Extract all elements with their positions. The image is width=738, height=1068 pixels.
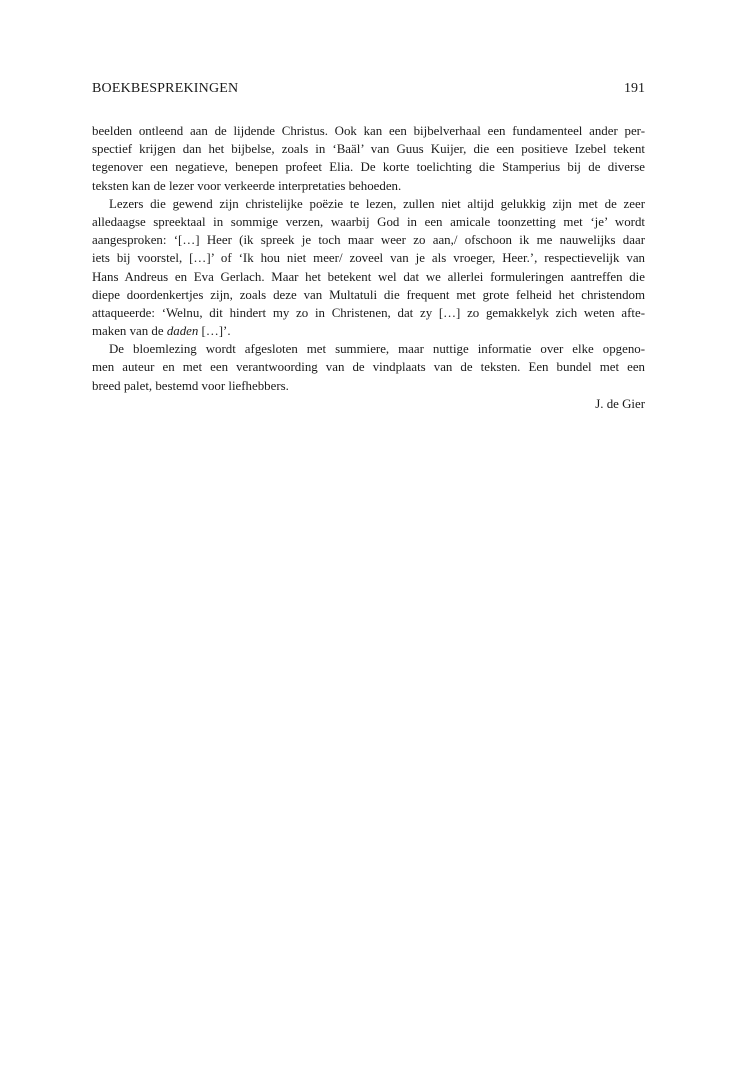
italic-word: daden [166,324,199,339]
text-line: breed palet, bestemd voor liefhebbers. [92,378,289,393]
text-line: alledaagse spreektaal in sommige verzen, waarbij God in een amicale toonzetting met ‘je’ wordt [92,214,645,229]
text-line: spectief krijgen dan het bijbelse, zoals in ‘Baäl’ van Guus Kuijer, die een positieve Izebel tekent [92,142,645,157]
running-head: BOEKBESPREKINGEN [92,81,239,96]
text-line [92,322,645,340]
reviewer-signature: J. de Gier [595,396,645,411]
text-line: teksten kan de lezer voor verkeerde interpretaties behoeden. [92,178,402,193]
text-line: diepe doordenkertjes zijn, zoals deze van Multatuli die frequent met grote felheid het christendom [92,287,645,302]
text-line: Hans Andreus en Eva Gerlach. Maar het betekent wel dat we allerlei formuleringen aantreffen die [92,269,645,284]
text-line: iets bij voorstel, […]’ of ‘Ik hou niet meer/ zoveel van je als vroeger, Heer.’, respectievelijk van [92,251,645,266]
text-line: De bloemlezing wordt afgesloten met summiere, maar nuttige informatie over elke opgeno- [109,342,645,357]
text-fragment: maken van de [92,324,167,339]
text-line: aangesproken: ‘[…] Heer (ik spreek je toch maar weer zo aan,/ ofschoon ik me nauwelijks daar [92,233,645,248]
page-number: 191 [624,81,645,96]
text-line: men auteur en met een verantwoording van de vindplaats van de teksten. Een bundel met een [92,360,645,375]
text-fragment: […]’. [198,324,231,339]
text-line: beelden ontleend aan de lijdende Christus. Ook kan een bijbelverhaal een fundamenteel ander per- [92,124,645,138]
page-header [92,80,645,98]
text-line: attaqueerde: ‘Welnu, dit hindert my zo in Christenen, dat zy […] zo gemakkelyk zich weten afte- [92,305,645,320]
review-body [92,122,645,413]
text-line: Lezers die gewend zijn christelijke poëzie te lezen, zullen niet altijd gelukkig zijn met de zeer [109,196,645,211]
text-line: tegenover een negatieve, benepen profeet Elia. De korte toelichting die Stamperius bij de diverse [92,160,645,175]
